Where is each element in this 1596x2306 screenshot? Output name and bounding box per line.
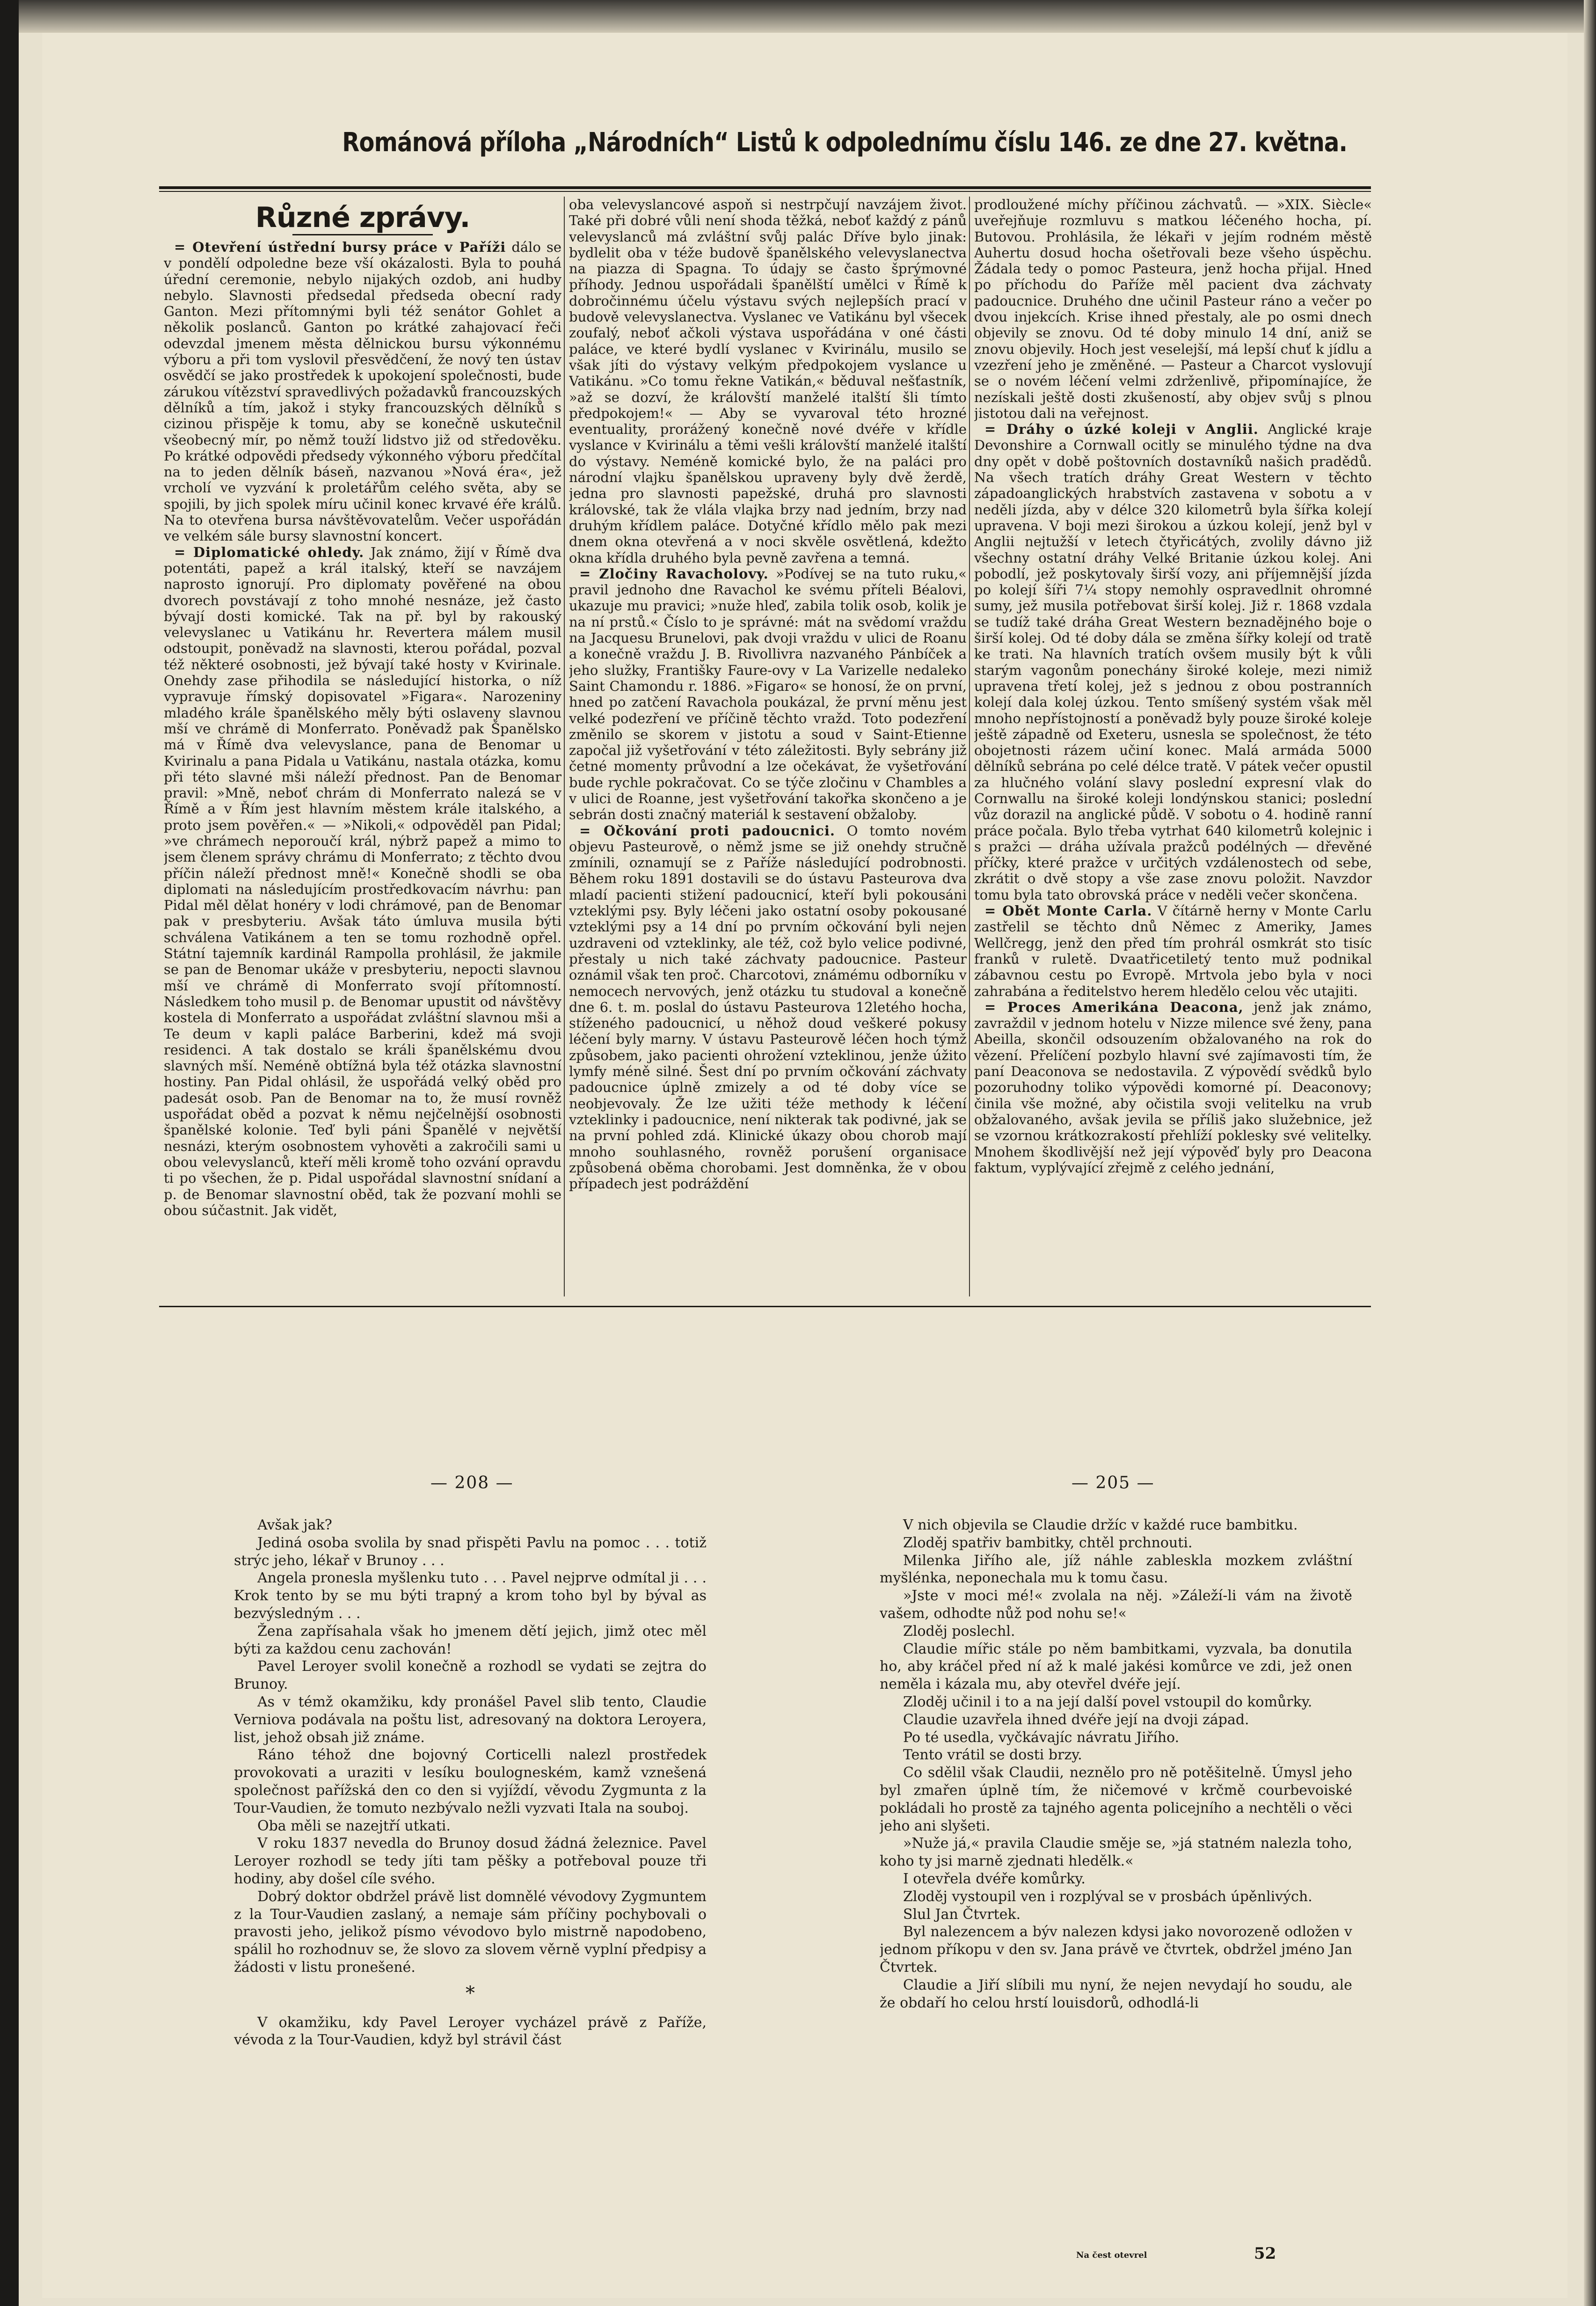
title-rule (292, 234, 433, 235)
column-divider (564, 197, 565, 1296)
novel-paragraph: Byl nalezencem a býv nalezen kdysi jako novorozeně odložen v jednom příkopu v den sv. Jana právě ve čtvrtek, obdržel jméno Jan Čtvrtek. (880, 1924, 1352, 1976)
header-rule-thin (159, 191, 1371, 192)
news-item-text: Jak známo, žijí v Římě dva potentáti, papež a král italský, kteří se navzájem naprosto ignorují. Pro diplomaty pověřené na obou dvorech povstávají z toho mnohé nesnáze, jež často bývají dosti komické. Tak na př. byl by rakouský velevyslanec u Vatikánu hr. Revertera málem musil odstoupit, poněvadž na slavnosti, kterou pořádal, pozval též některé osobnosti, jež bývají také hosty v Kvirinale. Onehdy zase přihodila se následující historka, o níž vypravuje římský dopisovatel »Figara«. Narozeniny mladého krále španělského měly býti oslaveny slavnou mší ve chrámě di Monferrato. Poněvadž pak Španělsko má v Římě dva velevyslance, pana de Benomar u Kvirinalu a pana Pidala u Vatikánu, nastala otázka, komu při této slavné mši náleží přednost. Pan de Benomar pravil: »Mně, neboť chrám di Monferrato nalezá se v Římě a v Řím jest hlavním městem krále italského, a proto jsem pověřen.« — »Nikoli,« odpověděl pan Pidal; »ve chrámech neporoučí král, nýbrž papež a mimo to jsem členem správy chrámu di Monferrato; z těchto dvou příčin náleží přednost mně!« Konečně shodli se oba diplomati na následujícím prostředkovacím návrhu: pan Pidal měl dělat honéry v lodi chrámové, pan de Benomar pak v presbyteriu. Avšak táto úmluva musila býti schválena Vatikánem a ten se tomu rozhodně opřel. Státní tajemník kardinál Rampolla prohlásil, že jakmile se pan de Benomar ukáže v presbyteriu, nepocti slavnou mší ve chrámě di Monferrato svojí přítomností. Následkem toho musil p. de Benomar upustit od návštěvy kostela di Monferrato a uspořádat zvláštní slavnou mši a Te deum v kapli paláce Barberini, kdež má svoji residenci. A tak dostalo se králi španělskému dvou slavných mší. Neméně obtížná byla též otázka slavnostní hostiny. Pan Pidal ohlásil, že uspořádá velký oběd pro padesát osob. Pan de Benomar na to, že musí rovněž uspořádat oběd a pozvat k němu nejčelnější osobnosti španělské kolonie. Teď byli páni Španělé v největší nesnázi, kterým osobnostem vyhověti a zakročili sami u obou velevyslanců, kteří měli kromě toho ozvání opravdu ti po všechen, že p. Pidal uspořádal slavnostní snídaní a p. de Benomar slavnostní oběd, tak že pozvaní mohli se obou súčastnit. Jak vidět, (164, 544, 561, 1218)
news-item-text: O tomto novém objevu Pasteurově, o němž jsme se již onehdy stručně zmínili, oznamují se z Paříže následující podrobnosti. Během roku 1891 dostavili se do ústavu Pasteurova dva mladí pacienti stižení padoucnicí, kteří byli pokousáni vzteklými psy. Byly léčeni jako ostatní osoby pokousané vzteklými psy a 14 dní po prvním očkování byli nejen uzdraveni od vzteklinky, ale též, což bylo velice podivné, přestaly u nich také záchvaty padoucnice. Pasteur oznámil však ten proč. Charcotovi, známému odborníku v nemocech nervových, jenž otázku tu studoval a konečně dne 6. t. m. poslal do ústavu Pasteurova 12letého hocha, stíženého padoucnicí, u něhož doud veškeré pokusy léčení byly marny. V ústavu Pasteurově léčen hoch týmž způsobem, jako pacienti ohrožení vzteklinou, jenže úžito lymfy méně silné. Šest dní po prvním očkování záchvaty padoucnice úplně zmizely a od té doby více se neobjevovaly. Že lze užiti téže methody k léčení vzteklinky i padoucnice, není nikterak tak podivné, jak se na první pohled zdá. Klinické úkazy obou chorob mají mnoho souhlasného, rovněž porušení organisace způsobená oběma chorobami. Jest domněnka, že v obou případech jest podráždění (569, 822, 967, 1192)
header-rule (159, 186, 1371, 189)
sheet-number: 52 (1254, 2244, 1276, 2263)
news-item-text: dálo se v pondělí odpoledne beze vší okázalosti. Byla to pouhá úřední ceremonie, nebylo nijakých ozdob, ani hudby nebylo. Slavnosti předsedal předseda obecní rady Ganton. Mezi přítomnými byli též senátor Gohlet a několik poslanců. Ganton po krátké zahajovací řeči odevzdal jmenem města dělnickou bursu výkonnému výboru a při tom vyslovil přesvědčení, že nový ten ústav osvědčí se jako prostředek k upokojení společnosti, bude zárukou vítězství spravedlivých požadavků francouzských dělníků a tím, jakož i styky francouzských dělníků s cizinou přispěje k tomu, aby se konečně uskutečnil všeobecný mír, po němž touží lidstvo již od středověku. Po krátké odpovědi předsedy výkonného výboru předčítal na to jeden dělník báseň, nazvanou »Nová éra«, jež vrcholí ve vyzvání k proletářům celého světa, aby se spojili, by jich spolek míru učinil konec krvavé éře králů. Na to otevřena bursa návštěvovatelům. Večer uspořádán ve velkém sále bursy slavnostní koncert. (164, 239, 561, 544)
news-item (974, 999, 1372, 1176)
news-item (974, 197, 1372, 421)
novel-paragraph: Claudie uzavřela ihned dvéře její na dvoji západ. (903, 1711, 1249, 1728)
news-item (569, 197, 967, 566)
news-item-head: = Dráhy o úzké koleji v Anglii. (984, 421, 1259, 438)
page-right-shadow (1584, 0, 1596, 2306)
news-column-2 (569, 197, 967, 1292)
news-item-head: = Otevření ústřední bursy práce v Paříži (174, 239, 506, 255)
news-section-title: Různé zprávy. (255, 201, 470, 234)
novel-paragraph: Angela pronesla myšlenku tuto . . . Pavel nejprve odmítal ji . . . Krok tento by se mu býti trapný a krom toho byl by býval as bezvýsledným . . . (234, 1570, 707, 1622)
news-column-3 (974, 197, 1372, 1292)
novel-paragraph: Zloděj vystoupil ven i rozplýval se v prosbách úpěnlivých. (903, 1888, 1312, 1905)
novel-paragraph: Dobrý doktor obdržel právě list domnělé vévodovy Zygmuntem z la Tour-Vaudien zaslaný, a nemaje sám příčiny pochybovali o pravosti jeho, jelikož písmo vévodovo bylo mistrně napodobeno, spálil ho rozhodnuv se, že slovo za slovem věrně vyplní předpisy a žádosti v listu pronešené. (234, 1888, 707, 1976)
novel-text-block (880, 1516, 1352, 2012)
news-item-head: = Zločiny Ravacholovy. (579, 565, 769, 582)
fold-rule (159, 1306, 1371, 1307)
novel-paragraph: Co sdělil však Claudii, neznělo pro ně potěšitelně. Úmysl jeho byl zmařen úplně tím, že ničemové v krčmě courbevoiské pokládali ho prostě za tajného agenta policejního a nechtěli o věci jeho ani slyšeti. (880, 1764, 1352, 1834)
novel-paragraph: V roku 1837 nevedla do Brunoy dosud žádná železnice. Pavel Leroyer rozhodl se tedy jíti tam pěšky a potřeboval pouze tři hodiny, aby došel cíle svého. (234, 1835, 707, 1887)
novel-paragraph: Zloděj poslechl. (903, 1623, 1015, 1640)
novel-page-number-right: — 205 — (1071, 1473, 1155, 1493)
book-binding-edge (0, 0, 19, 2306)
novel-paragraph: Claudie a Jiří slíbili mu nyní, že nejen nevydají ho soudu, ale že obdaří ho celou hrstí louisdorů, odhodlá-li (880, 1977, 1352, 2011)
novel-paragraph: Zloděj učinil i to a na její další povel vstoupil do komůrky. (903, 1693, 1312, 1710)
novel-paragraph: Avšak jak? (257, 1517, 332, 1533)
novel-page-right (880, 1516, 1352, 2270)
news-item-text: V čítárně herny v Monte Carlu zastřelil se těchto dnů Němec z Ameriky, James Wellčregg, jenž den před tím prohrál osmkrát sto tisíc franků v ruletě. Dvaatřicetiletý tento muž podnikal zábavnou cestu po Evropě. Mrtvola jebo byla v noci zahrabána a ředitelstvo herem hledělo celou věc utajiti. (974, 903, 1372, 999)
supplement-header: Románová příloha „Národních“ Listů k odpolednímu číslu 146. ze dne 27. května. (342, 127, 1348, 158)
news-item (569, 823, 967, 1192)
news-item-head: = Proces Amerikána Deacona, (984, 999, 1244, 1015)
news-item-text: prodloužené míchy příčinou záchvatů. — »XIX. Siècle« uveřejňuje rozmluvu s matkou léčeného hocha, pí. Butovou. Prohlásila, že lékaři v jejím rodném městě Auhertu dosud hocha ošetřovali beze všeho úspěchu. Žádala tedy o pomoc Pasteura, jenž hocha přijal. Hned po příchodu do Paříže měl pacient dva záchvaty padoucnice. Druhého dne učinil Pasteur ráno a večer po dvou injekcích. Krise ihned přestaly, ale po osmi dnech objevily se znovu. Od té doby minulo 14 dní, aniž se znovu objevily. Hoch jest veselejší, má lepší chuť k jídlu a vzezření jeho je změněné. — Pasteur a Charcot vyslovují se o novém léčení velmi zdrženlivě, připomínajíce, že nezískali ještě dosti zkušeností, aby objev svůj s plnou jistotou dali na veřejnost. (974, 197, 1372, 421)
novel-paragraph: »Jste v moci mé!« zvolala na něj. »Záleží-li vám na životě vašem, odhodte nůž pod nohu se!« (880, 1588, 1352, 1622)
news-item-head: = Obět Monte Carla. (984, 903, 1152, 919)
novel-page-left (234, 1516, 707, 2270)
news-column-1 (164, 201, 561, 1296)
novel-text-block (234, 1516, 707, 1977)
news-item-head: = Očkování proti padoucnici. (579, 822, 835, 839)
novel-paragraph: V nich objevila se Claudie držíc v každé ruce bambitku. (903, 1517, 1298, 1533)
novel-paragraph: Ráno téhož dne bojovný Corticelli nalezl prostředek provokovati a uraziti v lesíku boulogneském, kamž vznešená společnost pařížská den co den si vyjíždí, věvodu Zygmunta z la Tour-Vaudien, že tomuto nezbývalo nežli vyzvati Itala na souboj. (234, 1747, 707, 1816)
novel-paragraph: Slul Jan Čtvrtek. (903, 1906, 1021, 1923)
novel-paragraph: Po té usedla, vyčkávajíc návratu Jiřího. (903, 1729, 1180, 1746)
novel-paragraph: Oba měli se nazejtří utkati. (257, 1817, 451, 1834)
novel-page-number-left: — 208 — (430, 1473, 514, 1493)
page-footnote: Na čest otevrel (1076, 2250, 1147, 2260)
novel-text-block (234, 2014, 707, 2050)
section-break-star: * (466, 1982, 475, 2004)
news-item-text: Anglické kraje Devonshire a Cornwall ocitly se minulého týdne na dva dny opět v době poštovních dostavníků našich pradědů. Na všech tratích dráhy Great Western v těchto západoanglických hrabstvích zastavena v sobotu a v neděli jízda, aby v délce 320 kilometrů byla šířka kolejí upravena. V boji mezi širokou a úzkou kolejí, jenž byl v Anglii nejtužší v letech čtyřicátých, zvolily dávno již všechny ostatní dráhy Velké Britanie úzkou kolej. Ani pobodlí, jež poskytovaly širší vozy, ani příjemnější jízda po kolejí šíři 7¼ stopy nemohly ospravedlnit ohromné sumy, jež musila potřebovat širší kolej. Již r. 1868 vzdala se tudíž také dráha Great Western beznadějného boje o širší kolej. Od té doby dála se změna šířky kolejí od tratě ke trati. Na hlavních tratích ovšem musily být k vůli starým vagonům ponechány široké koleje, mezi nimiž upravena třetí kolej, jež s jednou z obou postranních kolejí dala kolej úzkou. Tento smíšený systém však měl mnoho nepřístojností a poněvadž byly pouze široké koleje ještě západně od Exeteru, usnesla se společnost, že této obojetnosti rázem učiní konec. Malá armáda 5000 dělníků sebrána po celé délce tratě. V pátek večer opustil za hlučného volání slavy poslední expresní vlak do Cornwallu na široké koleji londýnskou stanici; poslední vůz dorazil na anglické půdě. V sobotu o 4. hodině ranní práce počala. Bylo třeba vytrhat 640 kilometrů kolejnic i s pražci — dráha užívala pražců podélných — dřevěné příčky, které pražce v určitých vzdálenostech od sebe, zkrátit o dvě stopy a vše zase znovu položit. Navzdor tomu byla tato obrovská práce v neděli večer skončena. (974, 421, 1372, 903)
news-item-text: »Podívej se na tuto ruku,« pravil jednoho dne Ravachol ke svému příteli Béalovi, ukazuje mu pravici; »nuže hleď, zabila tolik osob, kolik je na ní prstů.« Číslo to je správné: mát na svědomí vraždu na Jacquesu Brunelovi, pak dvoji vraždu v ulici de Roanu a konečně vraždu J. B. Rivollivra nazvaného Pánbíček a jeho služky, Františky Faure-ovy v La Varizelle nedaleko Saint Chamondu r. 1886. »Figaro« se honosí, že on první, hned po zatčení Ravachola poukázal, že první měnu jest velké podezření ve příčině těchto vražd. Toto podezření změnilo se skorem v jistotu a soud v Saint-Etienne započal již vyšetřování v této záležitosti. Byly sebrány již četné momenty průvodní a lze očekávat, že vyšetřování bude rychle pokračovat. Co se týče zločinu v Chambles a v ulici de Roanne, jest vyšetřování takořka skončeno a je sebrán dosti značný materiál k sestavení obžaloby. (569, 565, 967, 823)
novel-paragraph: Tento vrátil se dosti brzy. (903, 1747, 1082, 1764)
news-item (974, 903, 1372, 999)
news-item-head: = Diplomatické ohledy. (174, 544, 364, 560)
novel-paragraph: Pavel Leroyer svolil konečně a rozhodl se vydati se zejtra do Brunoy. (234, 1658, 707, 1693)
news-item (164, 544, 561, 1218)
page-top-shadow (19, 0, 1596, 33)
novel-paragraph: »Nuže já,« pravila Claudie směje se, »já statném nalezla toho, koho ty jsi marně zjednati hledělk.« (880, 1835, 1352, 1870)
news-item-text: jenž jak známo, zavraždil v jednom hotelu v Nizze milence své ženy, pana Abeilla, skončil odsouzením obžalovaného na rok do vězení. Přelíčení pozbylo hlavní své zajímavosti tím, že paní Deaconova se nedostavila. Z výpovědí svědků bylo pozoruhodny toliko výpovědi komorné pí. Deaconovy; činila vše možné, aby očistila svoji velitelku na vrub obžalovaného, avšak jevila se příliš jako služebnice, jež se vzornou krátkozrakostí přehlíží poklesky své velitelky. Mnohem škodlivější než její výpověď byly pro Deacona faktum, vyplývající zřejmě z celého jednání, (974, 999, 1372, 1176)
news-item (164, 239, 561, 544)
novel-paragraph: V okamžiku, kdy Pavel Leroyer vycházel právě z Paříže, vévoda z la Tour-Vaudien, když byl strávil část (234, 2014, 707, 2049)
novel-paragraph: I otevřela dvéře komůrky. (903, 1870, 1086, 1887)
news-item (569, 566, 967, 823)
novel-paragraph: As v témž okamžiku, kdy pronášel Pavel slib tento, Claudie Verniova podávala na poštu list, adresovaný na doktora Leroyera, list, jehož obsah již známe. (234, 1693, 707, 1746)
novel-paragraph: Žena zapřísahala však ho jmenem dětí jejich, jimž otec měl býti za každou cenu zachován! (234, 1623, 707, 1657)
novel-paragraph: Jediná osoba svolila by snad přispěti Pavlu na pomoc . . . totiž strýc jeho, lékař v Brunoy . . . (234, 1534, 707, 1569)
news-item (974, 421, 1372, 903)
news-item-text: oba velevyslancové aspoň si nestrpčují navzájem život. Také při dobré vůli není shoda těžká, neboť každý z pánů velevyslanců má zvláštní svůj palác Dříve bylo jinak: bydlelit oba v téže budově španělského velevyslanectva na piazza di Spagna. To údajy se často šprýmovné příhody. Jednou uspořádali španělští umělci v Římě k dobročinnému účelu výstavu svých nejlepších prací v budově velevyslanectva. Vyslanec ve Vatikánu byl všecek zoufalý, neboť ačkoli výstava uspořádána v oné části paláce, ve které bydlí vyslanec v Kvirinálu, musilo se však jíti do výstavy velkým předpokojem vyslance u Vatikánu. »Co tomu řekne Vatikán,« běduval nešťastník, »až se dozví, že královští manželé italští šli tímto předpokojem!« — Aby se vyvaroval této hrozné eventuality, prorážený konečně nové dvéře v křídle vyslance v Kvirinálu a těmi vešli královští manželé italští do výstavy. Neméně komické bylo, že na paláci pro národní vlajku španělskou upraveny byly dvě žerdě, jedna pro slavnosti papežské, druhá pro slavnosti královské, tak že vlála vlajka brzy nad jedním, brzy nad druhým křídlem paláce. Dotyčné křídlo mělo pak mezi dnem okna otevřená a v noci skvěle osvětlená, kdežto okna křídla druhého byla pevně zavřena a temná. (569, 197, 967, 566)
novel-paragraph: Milenka Jiřího ale, jíž náhle zableskla mozkem zvláštní myšlénka, neponechala mu k tomu času. (880, 1552, 1352, 1587)
novel-paragraph: Claudie mířic stále po něm bambitkami, vyzvala, ba donutila ho, aby kráčel před ní až k malé jakési komůrce ve zdi, jež onen neměla i kázala mu, aby otevřel dvéře její. (880, 1640, 1352, 1693)
novel-paragraph: Zloděj spatřiv bambitky, chtěl prchnouti. (903, 1534, 1193, 1551)
column-divider (969, 197, 970, 1296)
